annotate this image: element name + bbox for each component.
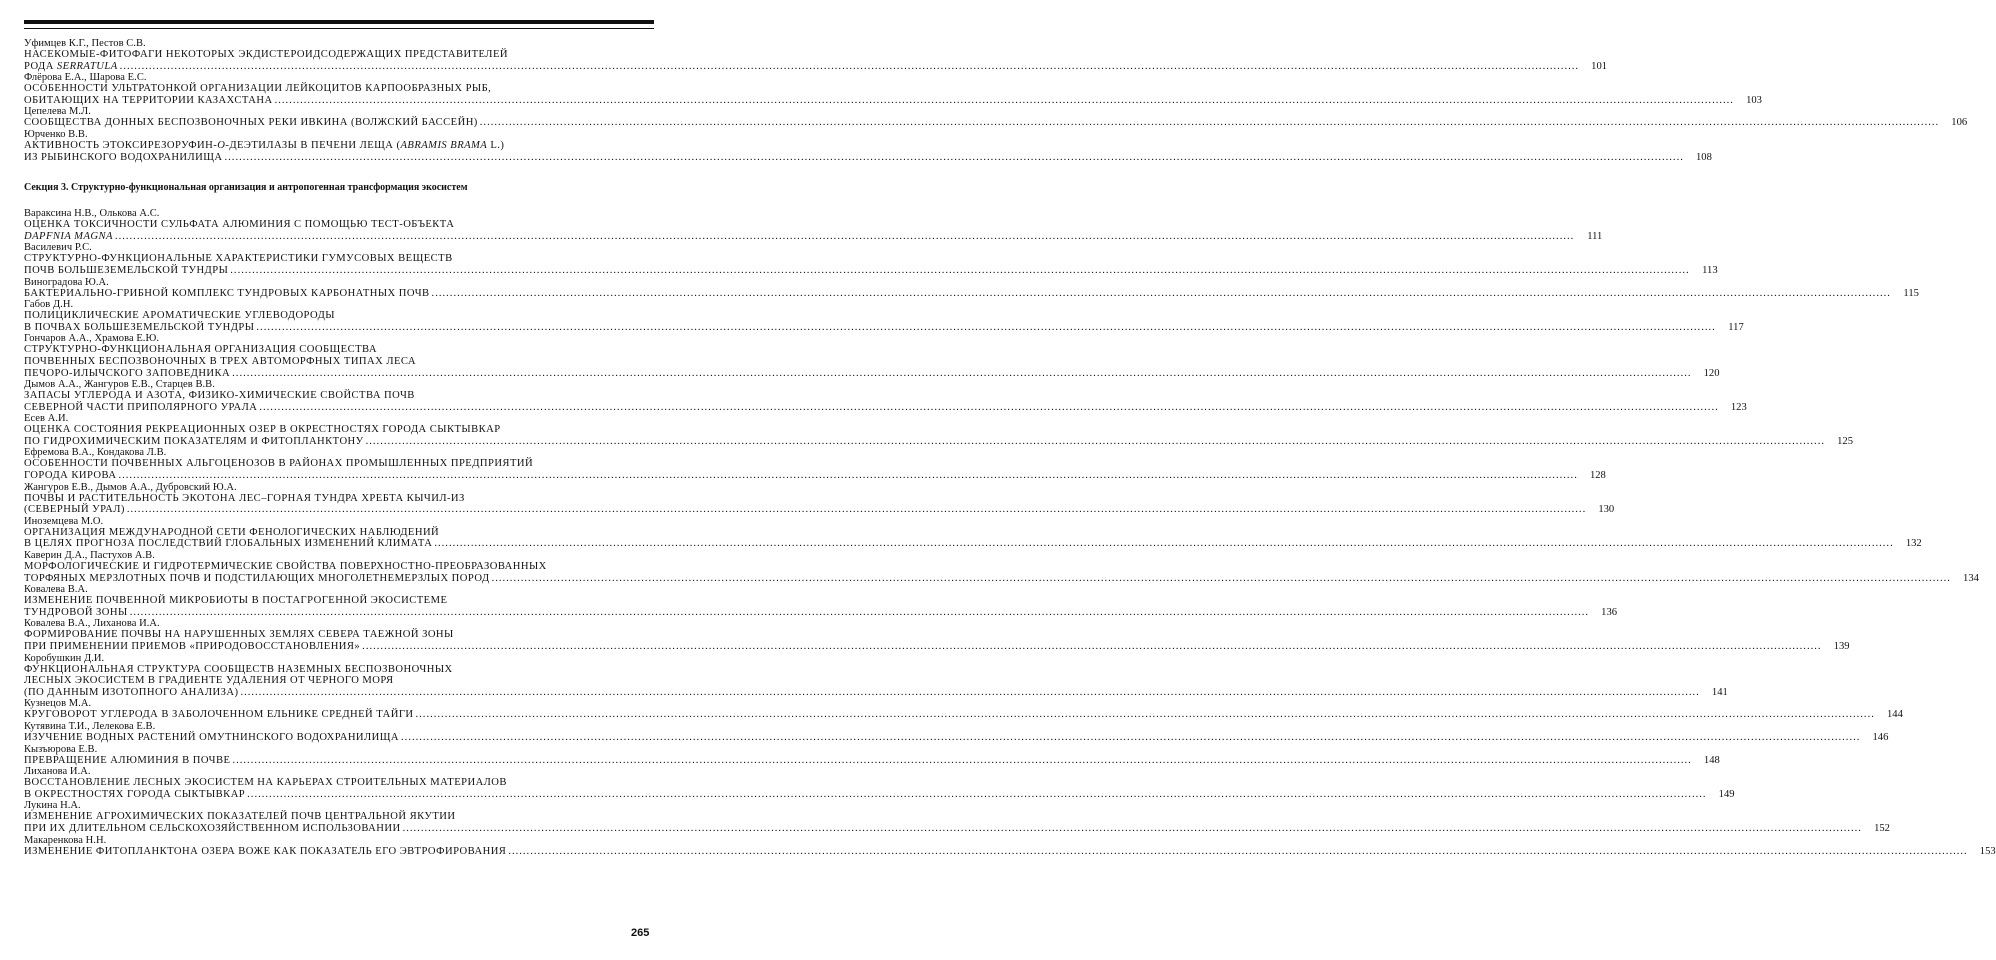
entry-page-number: 139 bbox=[1833, 641, 1850, 652]
entry-authors: Есев А.И. bbox=[24, 413, 69, 425]
entry-title-line bbox=[24, 230, 1603, 243]
entry-title-text: (ПО ДАННЫМ ИЗОТОПНОГО АНАЛИЗА) bbox=[24, 686, 239, 698]
dot-leader: ................................................................................................................................................................................................................................................................................................................................................................................................................ bbox=[479, 117, 1940, 129]
entry-title-line bbox=[24, 310, 654, 322]
toc-entry bbox=[24, 550, 1979, 584]
dot-leader: ................................................................................................................................................................................................................................................................................................................................................................................................................ bbox=[365, 435, 1825, 447]
dot-leader: ................................................................................................................................................................................................................................................................................................................................................................................................................ bbox=[240, 686, 1700, 698]
toc-entry bbox=[24, 106, 1968, 129]
entry-page-number: 128 bbox=[1589, 470, 1606, 482]
dot-leader: ................................................................................................................................................................................................................................................................................................................................................................................................................ bbox=[401, 731, 1861, 743]
entry-title-line bbox=[24, 595, 654, 607]
entry-title-text: СТРУКТУРНО-ФУНКЦИОНАЛЬНАЯ ОРГАНИЗАЦИЯ СООБЩЕСТВА bbox=[24, 344, 377, 356]
entry-page-number: 115 bbox=[1903, 287, 1919, 299]
entry-title-text: АКТИВНОСТЬ ЭТОКСИРЕЗОРУФИН-O-ДЕЭТИЛАЗЫ В ПЕЧЕНИ ЛЕЩА (ABRAMIS BRAMA L.) bbox=[24, 139, 505, 151]
entry-title-text: ИЗМЕНЕНИЕ ПОЧВЕННОЙ МИКРОБИОТЫ В ПОСТАГРОГЕННОЙ ЭКОСИСТЕМЕ bbox=[24, 595, 448, 607]
entry-title-line bbox=[24, 561, 654, 573]
entry-title-text: В ЦЕЛЯХ ПРОГНОЗА ПОСЛЕДСТВИЙ ГЛОБАЛЬНЫХ ИЗМЕНЕНИЙ КЛИМАТА bbox=[24, 538, 433, 550]
entry-title-text bbox=[24, 231, 113, 243]
entry-page-number: 146 bbox=[1872, 731, 1889, 743]
entry-title-line bbox=[24, 788, 1735, 801]
entry-authors: Флёрова Е.А., Шарова Е.С. bbox=[24, 72, 147, 84]
entry-authors: Ковалева В.А. bbox=[24, 584, 88, 596]
toc-entry bbox=[24, 584, 1618, 618]
entry-title-line bbox=[24, 83, 654, 95]
entry-title-text: В ОКРЕСТНОСТЯХ ГОРОДА СЫКТЫВКАР bbox=[24, 788, 246, 800]
dot-leader: ................................................................................................................................................................................................................................................................................................................................................................................................................ bbox=[129, 606, 1590, 618]
entry-title-line bbox=[24, 424, 654, 436]
entry-page-number: 108 bbox=[1695, 151, 1712, 163]
entry-authors: Коробушкин Д.И. bbox=[24, 652, 105, 664]
entry-title-text: ОЦЕНКА ТОКСИЧНОСТИ СУЛЬФАТА АЛЮМИНИЯ С ПОМОЩЬЮ ТЕСТ-ОБЪЕКТА bbox=[24, 219, 455, 231]
entry-title-line bbox=[24, 264, 1718, 277]
entry-page-number: 152 bbox=[1874, 822, 1890, 834]
entry-title-line bbox=[24, 458, 654, 470]
italic-term: ABRAMIS BRAMA bbox=[400, 139, 488, 151]
entry-authors: Иноземцева М.О. bbox=[24, 515, 104, 527]
entry-title-line bbox=[24, 94, 1762, 107]
entry-title-text: ПРИ ИХ ДЛИТЕЛЬНОМ СЕЛЬСКОХОЗЯЙСТВЕННОМ ИСПОЛЬЗОВАНИИ bbox=[24, 822, 401, 834]
entry-authors: Кузнецов М.А. bbox=[24, 698, 92, 710]
entry-authors: Виноградова Ю.А. bbox=[24, 276, 109, 288]
dot-leader: ................................................................................................................................................................................................................................................................................................................................................................................................................ bbox=[508, 845, 1968, 857]
toc-entry bbox=[24, 515, 1922, 550]
entry-title-text: ПОЧВЕННЫХ БЕСПОЗВОНОЧНЫХ В ТРЕХ АВТОМОРФНЫХ ТИПАХ ЛЕСА bbox=[24, 355, 416, 367]
entry-title-line bbox=[24, 675, 654, 687]
entry-title-line bbox=[24, 60, 1608, 73]
toc-entry bbox=[24, 447, 1606, 482]
entry-title-text: ОРГАНИЗАЦИЯ МЕЖДУНАРОДНОЙ СЕТИ ФЕНОЛОГИЧЕСКИХ НАБЛЮДЕНИЙ bbox=[24, 526, 440, 538]
entry-page-number: 125 bbox=[1837, 435, 1853, 447]
entry-title-text: ФОРМИРОВАНИЕ ПОЧВЫ НА НАРУШЕННЫХ ЗЕМЛЯХ СЕВЕРА ТАЕЖНОЙ ЗОНЫ bbox=[24, 629, 454, 641]
entry-page-number: 106 bbox=[1951, 117, 1968, 129]
entry-title-line bbox=[24, 356, 654, 368]
entry-title-line bbox=[24, 664, 654, 676]
entry-title-text: (СЕВЕРНЫЙ УРАЛ) bbox=[24, 504, 125, 516]
dot-leader: ................................................................................................................................................................................................................................................................................................................................................................................................................ bbox=[126, 504, 1587, 516]
entry-title-text: ЗАПАСЫ УГЛЕРОДА И АЗОТА, ФИЗИКО-ХИМИЧЕСКИЕ СВОЙСТВА ПОЧВ bbox=[24, 390, 415, 402]
toc-entry bbox=[24, 276, 1919, 300]
entry-authors: Цепелева М.Л. bbox=[24, 106, 91, 118]
entry-page-number: 153 bbox=[1979, 845, 1996, 857]
entry-title-text: ПЕЧОРО-ИЛЫЧСКОГО ЗАПОВЕДНИКА bbox=[24, 367, 231, 379]
entry-authors: Дымов А.А., Жангуров Е.В., Старцев В.В. bbox=[24, 379, 215, 391]
entry-authors: Уфимцев К.Г., Пестов С.В. bbox=[24, 38, 146, 49]
entry-title-text: ФУНКЦИОНАЛЬНАЯ СТРУКТУРА СООБЩЕСТВ НАЗЕМНЫХ БЕСПОЗВОНОЧНЫХ bbox=[24, 663, 453, 675]
dot-leader: ................................................................................................................................................................................................................................................................................................................................................................................................................ bbox=[274, 94, 1734, 106]
dot-leader: ................................................................................................................................................................................................................................................................................................................................................................................................................ bbox=[402, 822, 1862, 834]
entry-title-text: ПОЧВ БОЛЬШЕЗЕМЕЛЬСКОЙ ТУНДРЫ bbox=[24, 264, 229, 276]
entry-title-text: ОСОБЕННОСТИ ПОЧВЕННЫХ АЛЬГОЦЕНОЗОВ В РАЙОНАХ ПРОМЫШЛЕННЫХ ПРЕДПРИЯТИЙ bbox=[24, 458, 534, 470]
entry-page-number: 101 bbox=[1591, 60, 1608, 72]
dot-leader: ................................................................................................................................................................................................................................................................................................................................................................................................................ bbox=[491, 572, 1951, 584]
italic-term: DAPFNIA MAGNA bbox=[24, 230, 113, 242]
toc-entry bbox=[24, 299, 1744, 333]
entry-title-text: ТУНДРОВОЙ ЗОНЫ bbox=[24, 606, 128, 618]
entry-title-line bbox=[24, 731, 1889, 744]
entry-title-line bbox=[24, 470, 1606, 482]
entry-page-number: 148 bbox=[1703, 754, 1720, 766]
entry-authors: Юрченко В.В. bbox=[24, 128, 88, 140]
dot-leader: ................................................................................................................................................................................................................................................................................................................................................................................................................ bbox=[362, 641, 1822, 652]
entry-page-number: 134 bbox=[1963, 572, 1979, 584]
dot-leader: ................................................................................................................................................................................................................................................................................................................................................................................................................ bbox=[119, 60, 1580, 72]
entry-title-text: ИЗМЕНЕНИЕ АГРОХИМИЧЕСКИХ ПОКАЗАТЕЛЕЙ ПОЧВ ЦЕНТРАЛЬНОЙ ЯКУТИИ bbox=[24, 811, 456, 823]
entry-authors: Кызъюрова Е.В. bbox=[24, 743, 98, 755]
entry-title-text: НАСЕКОМЫЕ-ФИТОФАГИ НЕКОТОРЫХ ЭКДИСТЕРОИДСОДЕРЖАЩИХ ПРЕДСТАВИТЕЛЕЙ bbox=[24, 49, 508, 60]
entry-title-line bbox=[24, 151, 1712, 164]
entry-page-number: 136 bbox=[1601, 606, 1618, 618]
entry-authors: Жангуров Е.В., Дымов А.А., Дубровский Ю.А. bbox=[24, 481, 237, 493]
entry-authors: Гончаров А.А., Храмова Е.Ю. bbox=[24, 333, 160, 345]
dot-leader: ................................................................................................................................................................................................................................................................................................................................................................................................................ bbox=[415, 709, 1875, 721]
entry-authors: Лиханова И.А. bbox=[24, 766, 91, 778]
entry-title-line bbox=[24, 754, 1720, 767]
entry-title-line bbox=[24, 390, 654, 402]
page-number: 265 bbox=[631, 927, 650, 939]
entry-title-text: ИЗМЕНЕНИЕ ФИТОПЛАНКТОНА ОЗЕРА ВОЖЕ КАК ПОКАЗАТЕЛЬ ЕГО ЭВТРОФИРОВАНИЯ bbox=[24, 845, 507, 857]
entry-page-number: 117 bbox=[1728, 321, 1744, 333]
toc-entry bbox=[24, 38, 1608, 72]
dot-leader: ................................................................................................................................................................................................................................................................................................................................................................................................................ bbox=[431, 287, 1891, 299]
entry-title-line bbox=[24, 219, 654, 231]
toc-entry bbox=[24, 481, 1615, 516]
entry-title-text: ПОЧВЫ И РАСТИТЕЛЬНОСТЬ ЭКОТОНА ЛЕС–ГОРНАЯ ТУНДРА ХРЕБТА КЫЧИЛ-ИЗ bbox=[24, 492, 465, 504]
toc-entry bbox=[24, 413, 1853, 447]
entry-title-text: ПО ГИДРОХИМИЧЕСКИМ ПОКАЗАТЕЛЯМ И ФИТОПЛАНКТОНУ bbox=[24, 435, 364, 447]
entry-authors: Василевич Р.С. bbox=[24, 242, 92, 254]
table-of-contents bbox=[24, 38, 1996, 857]
toc-entry bbox=[24, 208, 1603, 242]
entry-title-line bbox=[24, 606, 1618, 619]
entry-page-number: 123 bbox=[1730, 401, 1747, 413]
entry-authors: Каверин Д.А., Пастухов А.В. bbox=[24, 550, 155, 562]
dot-leader: ................................................................................................................................................................................................................................................................................................................................................................................................................ bbox=[247, 788, 1707, 800]
entry-title-line bbox=[24, 367, 1720, 380]
toc-entry bbox=[24, 333, 1720, 379]
entry-title-line bbox=[24, 493, 654, 505]
entry-title-text: ПРИ ПРИМЕНЕНИИ ПРИЕМОВ «ПРИРОДОВОССТАНОВЛЕНИЯ» bbox=[24, 641, 361, 652]
entry-page-number: 130 bbox=[1598, 504, 1615, 516]
entry-title-line bbox=[24, 435, 1853, 448]
dot-leader: ................................................................................................................................................................................................................................................................................................................................................................................................................ bbox=[434, 538, 1894, 550]
entry-title-line bbox=[24, 686, 1728, 699]
entry-title-line bbox=[24, 344, 654, 356]
dot-leader: ................................................................................................................................................................................................................................................................................................................................................................................................................ bbox=[232, 754, 1692, 766]
entry-page-number: 111 bbox=[1587, 230, 1603, 242]
entry-authors: Ефремова В.А., Кондакова Л.В. bbox=[24, 447, 167, 459]
entry-title-text: ИЗ РЫБИНСКОГО ВОДОХРАНИЛИЩА bbox=[24, 151, 223, 163]
toc-entry bbox=[24, 766, 1735, 800]
dot-leader: ................................................................................................................................................................................................................................................................................................................................................................................................................ bbox=[259, 401, 1719, 413]
entry-title-text: ОБИТАЮЩИХ НА ТЕРРИТОРИИ КАЗАХСТАНА bbox=[24, 94, 273, 106]
entry-authors: Лукина Н.А. bbox=[24, 800, 81, 812]
toc-entry bbox=[24, 618, 1850, 652]
entry-authors: Вараксина Н.В., Олькова А.С. bbox=[24, 208, 160, 220]
entry-title-text: ЛЕСНЫХ ЭКОСИСТЕМ В ГРАДИЕНТЕ УДАЛЕНИЯ ОТ ЧЕРНОГО МОРЯ bbox=[24, 675, 394, 687]
entry-page-number: 144 bbox=[1886, 709, 1903, 721]
entry-title-line bbox=[24, 287, 1919, 300]
entries-top bbox=[24, 38, 1968, 163]
entry-authors: Макаренкова Н.Н. bbox=[24, 834, 107, 846]
toc-entry bbox=[24, 698, 1903, 721]
dot-leader: ................................................................................................................................................................................................................................................................................................................................................................................................................ bbox=[232, 367, 1692, 379]
entry-page-number: 103 bbox=[1746, 94, 1762, 106]
entry-page-number: 132 bbox=[1905, 538, 1922, 550]
entry-authors: Кутявина Т.И., Лелекова Е.В. bbox=[24, 720, 156, 732]
dot-leader: ................................................................................................................................................................................................................................................................................................................................................................................................................ bbox=[114, 230, 1575, 242]
entry-title-text: ПРЕВРАЩЕНИЕ АЛЮМИНИЯ В ПОЧВЕ bbox=[24, 754, 231, 766]
entry-title-text: В ПОЧВАХ БОЛЬШЕЗЕМЕЛЬСКОЙ ТУНДРЫ bbox=[24, 321, 255, 333]
entry-title-line bbox=[24, 401, 1747, 414]
entries-bottom bbox=[24, 208, 1996, 857]
entry-page-number: 113 bbox=[1702, 264, 1718, 276]
dot-leader: ................................................................................................................................................................................................................................................................................................................................................................................................................ bbox=[256, 321, 1716, 333]
entry-title-line bbox=[24, 709, 1903, 721]
entry-title-line bbox=[24, 140, 654, 152]
toc-entry bbox=[24, 379, 1747, 413]
entry-title-line bbox=[24, 822, 1890, 835]
entry-page-number: 120 bbox=[1703, 367, 1720, 379]
entry-title-line bbox=[24, 527, 654, 539]
entry-title-line bbox=[24, 845, 1996, 858]
entry-title-text: МОРФОЛОГИЧЕСКИЕ И ГИДРОТЕРМИЧЕСКИЕ СВОЙСТВА ПОВЕРХНОСТНО-ПРЕОБРАЗОВАННЫХ bbox=[24, 561, 547, 573]
section-heading: Секция 3. Структурно-функциональная организация и антропогенная трансформация экосистем bbox=[24, 182, 468, 194]
toc-entry bbox=[24, 743, 1720, 767]
dot-leader: ................................................................................................................................................................................................................................................................................................................................................................................................................ bbox=[118, 470, 1578, 482]
entry-title-line bbox=[24, 253, 654, 265]
top-rule-thick bbox=[24, 20, 654, 24]
dot-leader: ................................................................................................................................................................................................................................................................................................................................................................................................................ bbox=[230, 264, 1690, 276]
entry-title-line bbox=[24, 49, 654, 61]
entry-page-number: 149 bbox=[1718, 788, 1735, 800]
entry-title-text: ОСОБЕННОСТИ УЛЬТРАТОНКОЙ ОРГАНИЗАЦИИ ЛЕЙКОЦИТОВ КАРПООБРАЗНЫХ РЫБ, bbox=[24, 83, 492, 95]
italic-term: SERRATULA bbox=[56, 60, 118, 72]
entry-title-text: КРУГОВОРОТ УГЛЕРОДА В ЗАБОЛОЧЕННОМ ЕЛЬНИКЕ СРЕДНЕЙ ТАЙГИ bbox=[24, 709, 414, 721]
entry-title-line bbox=[24, 117, 1968, 129]
entry-title-line bbox=[24, 811, 654, 823]
toc-entry bbox=[24, 128, 1712, 163]
entry-title-line bbox=[24, 641, 1850, 653]
dot-leader: ................................................................................................................................................................................................................................................................................................................................................................................................................ bbox=[224, 151, 1684, 163]
entry-authors: Ковалева В.А., Лиханова И.А. bbox=[24, 618, 160, 630]
entry-title-text: СЕВЕРНОЙ ЧАСТИ ПРИПОЛЯРНОГО УРАЛА bbox=[24, 401, 258, 413]
italic-term: O bbox=[217, 139, 226, 151]
toc-entry bbox=[24, 834, 1996, 858]
entry-title-text: ГОРОДА КИРОВА bbox=[24, 470, 117, 482]
entry-title-line bbox=[24, 321, 1744, 334]
entry-title-line bbox=[24, 538, 1922, 550]
entry-title-text: БАКТЕРИАЛЬНО-ГРИБНОЙ КОМПЛЕКС ТУНДРОВЫХ КАРБОНАТНЫХ ПОЧВ bbox=[24, 287, 430, 299]
toc-entry bbox=[24, 800, 1890, 834]
entry-title-text: СООБЩЕСТВА ДОННЫХ БЕСПОЗВОНОЧНЫХ РЕКИ ИВКИНА (ВОЛЖСКИЙ БАССЕЙН) bbox=[24, 117, 478, 129]
toc-entry bbox=[24, 72, 1762, 106]
entry-title-line bbox=[24, 504, 1615, 516]
entry-title-text: ПОЛИЦИКЛИЧЕСКИЕ АРОМАТИЧЕСКИЕ УГЛЕВОДОРОДЫ bbox=[24, 310, 335, 322]
entry-title-text: СТРУКТУРНО-ФУНКЦИОНАЛЬНЫЕ ХАРАКТЕРИСТИКИ ГУМУСОВЫХ ВЕЩЕСТВ bbox=[24, 253, 453, 265]
entry-title-text: РОДА SERRATULA bbox=[24, 60, 118, 72]
entry-title-line bbox=[24, 572, 1979, 585]
entry-title-text: ТОРФЯНЫХ МЕРЗЛОТНЫХ ПОЧВ И ПОДСТИЛАЮЩИХ МНОГОЛЕТНЕМЕРЗЛЫХ ПОРОД bbox=[24, 572, 490, 584]
toc-entry bbox=[24, 242, 1718, 276]
entry-title-text: ВОССТАНОВЛЕНИЕ ЛЕСНЫХ ЭКОСИСТЕМ НА КАРЬЕРАХ СТРОИТЕЛЬНЫХ МАТЕРИАЛОВ bbox=[24, 777, 507, 789]
top-rule-thin bbox=[24, 28, 654, 29]
toc-entry bbox=[24, 652, 1728, 699]
entry-title-line bbox=[24, 629, 654, 641]
entry-title-line bbox=[24, 777, 654, 789]
entry-title-text: ИЗУЧЕНИЕ ВОДНЫХ РАСТЕНИЙ ОМУТНИНСКОГО ВОДОХРАНИЛИЩА bbox=[24, 731, 400, 743]
toc-entry bbox=[24, 720, 1889, 744]
entry-authors: Габов Д.Н. bbox=[24, 299, 74, 311]
entry-title-text: ОЦЕНКА СОСТОЯНИЯ РЕКРЕАЦИОННЫХ ОЗЕР В ОКРЕСТНОСТЯХ ГОРОДА СЫКТЫВКАР bbox=[24, 424, 501, 436]
entry-page-number: 141 bbox=[1711, 686, 1728, 698]
